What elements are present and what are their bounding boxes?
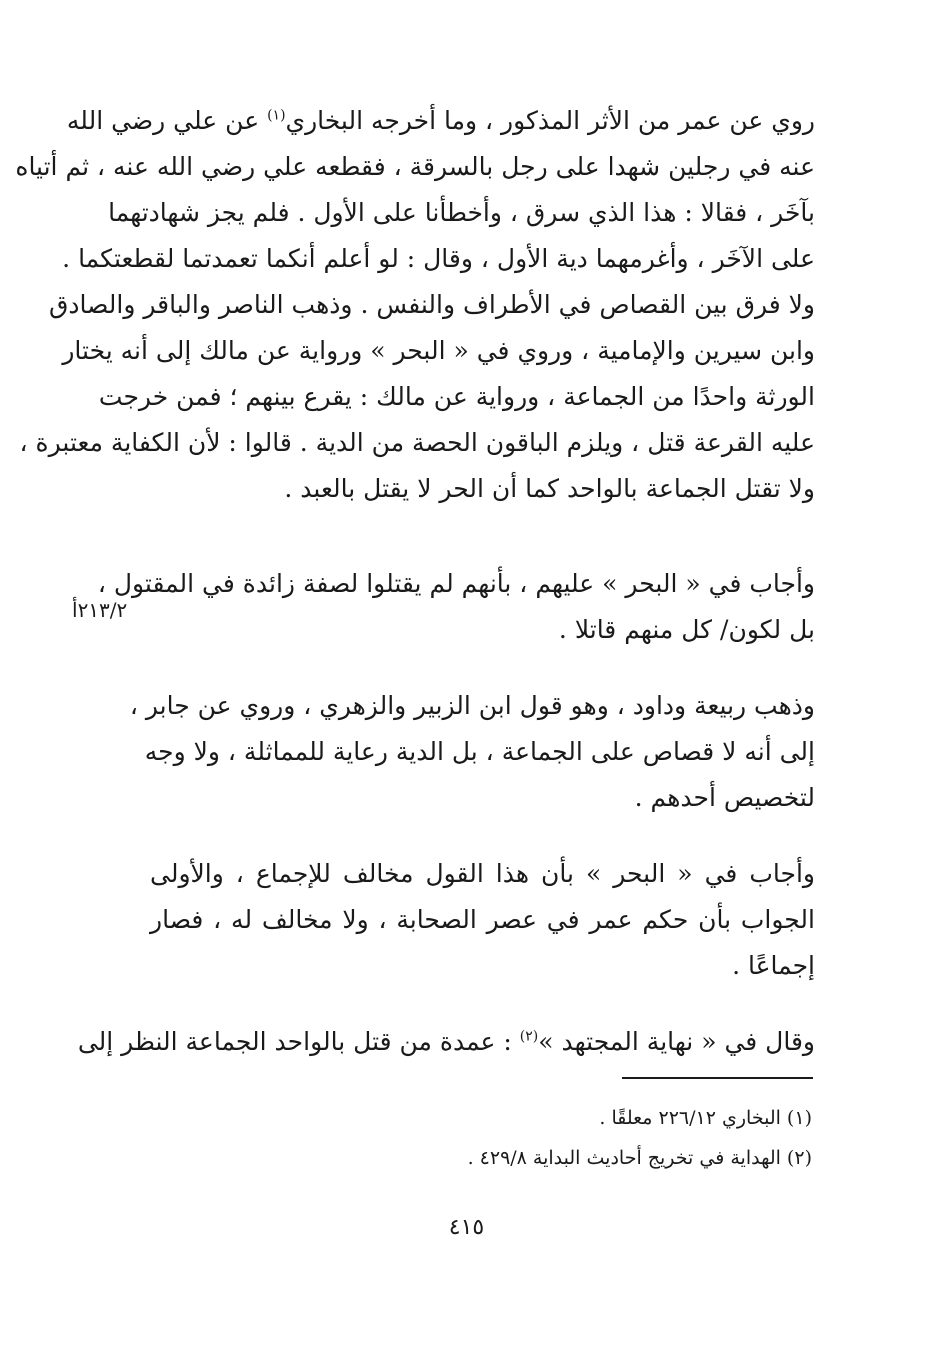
paragraph-2-line-2: بل لكون/ كل منهم قاتلا . — [558, 615, 815, 644]
footnote-ref-1[interactable]: (١) — [267, 107, 286, 124]
footnote-ref-2[interactable]: (٢) — [519, 1028, 539, 1045]
paragraph-1-line-3: بآخَر ، فقالا : هذا الذي سرق ، وأخطأنا على الأول . فلم يجز شهادتهما — [108, 198, 815, 227]
paragraph-1-line-5: ولا فرق بين القصاص في الأطراف والنفس . وذهب الناصر والباقر والصادق — [48, 290, 815, 319]
paragraph-1 — [15, 98, 815, 512]
footnote-separator-rule — [622, 1077, 813, 1079]
paragraph-3 — [129, 683, 815, 821]
footnote-2: (٢) الهداية في تخريج أحاديث البداية ٤٢٩/٨ . — [467, 1147, 812, 1169]
line-1-tail: عن علي رضي الله — [66, 106, 260, 135]
paragraph-1-line-8: عليه القرعة قتل ، ويلزم الباقون الحصة من الدية . قالوا : لأن الكفاية معتبرة ، — [19, 428, 815, 457]
paragraph-4-line-2: الجواب بأن حكم عمر في عصر الصحابة ، ولا مخالف له ، فصار — [150, 905, 815, 934]
paragraph-5-head: وقال في « نهاية المجتهد » — [538, 1027, 815, 1056]
footnotes — [300, 1098, 812, 1178]
paragraph-4 — [150, 851, 815, 989]
paragraph-1-line-9: ولا تقتل الجماعة بالواحد كما أن الحر لا يقتل بالعبد . — [284, 474, 815, 503]
line-1-head: روي عن عمر من الأثر المذكور ، وما أخرجه البخاري — [285, 106, 815, 135]
paragraph-1-line-7: الورثة واحدًا من الجماعة ، ورواية عن مالك : يقرع بينهم ؛ فمن خرجت — [98, 382, 815, 411]
paragraph-1-line-6: وابن سيرين والإمامية ، وروي في « البحر » ورواية عن مالك إلى أنه يختار — [62, 336, 815, 365]
paragraph-4-line-1: وأجاب في « البحر » بأن هذا القول مخالف للإجماع ، والأولى — [150, 859, 815, 888]
paragraph-3-line-1: وذهب ربيعة وداود ، وهو قول ابن الزبير والزهري ، وروي عن جابر ، — [129, 691, 815, 720]
paragraph-3-line-3: لتخصيص أحدهم . — [634, 783, 815, 812]
margin-folio-note: ٢١٣/٢أ — [72, 598, 128, 622]
paragraph-4-line-3: إجماعًا . — [732, 951, 815, 980]
paragraph-2-line-1: وأجاب في « البحر » عليهم ، بأنهم لم يقتلوا لصفة زائدة في المقتول ، — [97, 569, 815, 598]
page-number: ٤١٥ — [448, 1215, 485, 1240]
paragraph-1-line-2: عنه في رجلين شهدا على رجل بالسرقة ، فقطعه علي رضي الله عنه ، ثم أتياه — [15, 152, 815, 181]
paragraph-5-line-1 — [77, 1019, 815, 1065]
paragraph-5-tail: : عمدة من قتل بالواحد الجماعة النظر إلى — [77, 1027, 512, 1056]
paragraph-3-line-2: إلى أنه لا قصاص على الجماعة ، بل الدية رعاية للمماثلة ، ولا وجه — [144, 737, 815, 766]
paragraph-1-line-1 — [66, 98, 815, 144]
paragraph-1-line-4: على الآخَر ، وأغرمهما دية الأول ، وقال : لو أعلم أنكما تعمدتما لقطعتكما . — [62, 244, 815, 273]
footnote-1: (١) البخاري ٢٢٦/١٢ معلقًا . — [599, 1107, 812, 1129]
paragraph-5 — [77, 1019, 815, 1065]
